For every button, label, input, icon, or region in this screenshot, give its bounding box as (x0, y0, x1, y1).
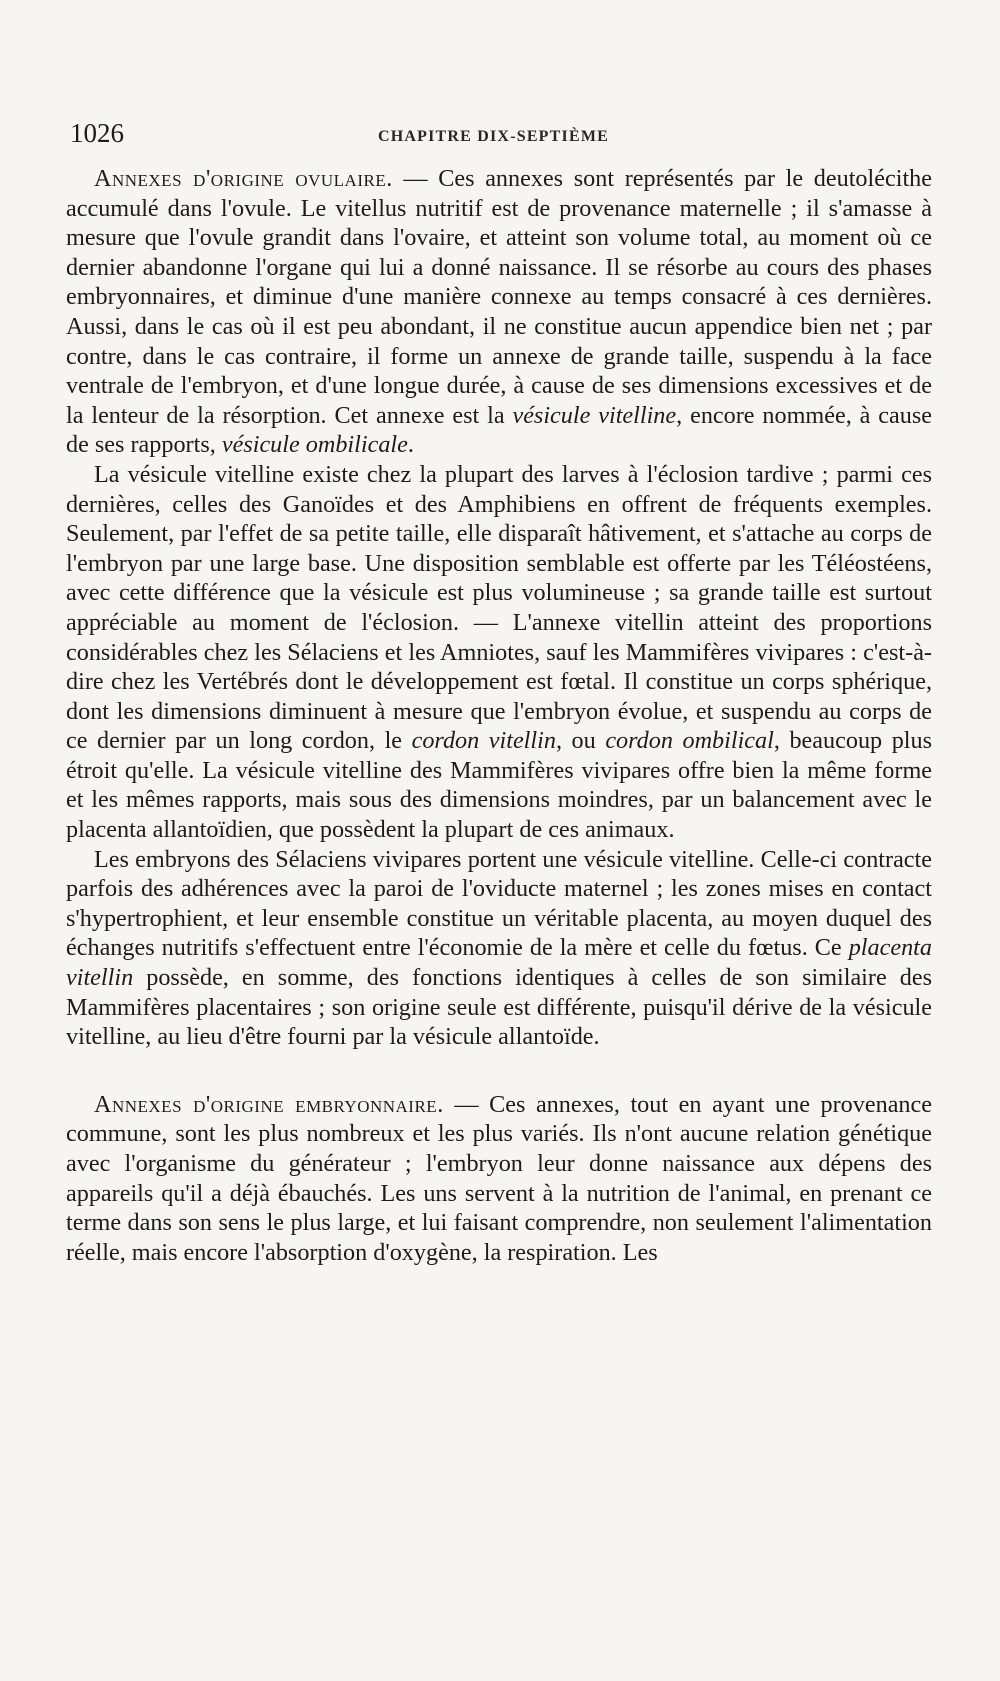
text-run: , beaucoup plus étroit qu'elle. La vésicule vitelline des Mammifères vivipares offre bien la même forme et les mêmes rapports, mais sous des dimensions moindres, par un balancement avec le placenta allantoïdien, que possèdent la plupart de ces animaux. (66, 727, 933, 844)
italic-term: vésicule vitelline (512, 401, 677, 429)
italic-term: placenta vitellin (66, 934, 932, 992)
running-title: CHAPITRE DIX-SEPTIÈME (378, 128, 610, 145)
italic-term: vésicule ombilicale (221, 431, 408, 459)
text-run: Les embryons des Sélaciens vivipares portent une vésicule vitelline. Celle-ci contracte parfois des adhérences avec la paroi de l'oviducte maternel ; les zones mises en contact s'hypertrophient, et leur ensemble constitue un véritable placenta, au moyen duquel des échanges nutritifs s'effectuent entre l'économie de la mère et celle du fœtus. Ce (66, 845, 932, 962)
italic-term: cordon ombilical (605, 727, 774, 755)
section-heading: Annexes d'origine ovulaire. (94, 165, 393, 192)
body-text (66, 164, 932, 1267)
text-run: , encore nommée, à cause de ses rapports, (66, 401, 932, 459)
page-header (70, 118, 930, 158)
paragraph-ovular-annexes (66, 164, 932, 460)
text-run: , ou (555, 727, 606, 755)
paragraph-embryonic-annexes (66, 1090, 932, 1268)
text-run: . (407, 431, 414, 459)
italic-term: cordon vitellin (411, 727, 556, 755)
paragraph-yolk-sac (66, 460, 932, 845)
paragraph-selachian-placenta (66, 845, 932, 1052)
text-run: possède, en somme, des fonctions identiques à celles de son similaire des Mammifères placentaires ; son origine seule est différente, puisqu'il dérive de la vésicule vitelline, au lieu d'être fourni par la vésicule allantoïde. (66, 964, 932, 1051)
text-run: La vésicule vitelline existe chez la plupart des larves à l'éclosion tardive ; parmi ces dernières, celles des Ganoïdes et des Amphibiens en offrent de fréquents exemples. Seulement, par l'effet de sa petite taille, elle disparaît hâtivement, et s'attache au corps de l'embryon par une large base. Une disposition semblable est offerte par les Téléostéens, avec cette différence que la vésicule est plus volumineuse ; sa grande taille est surtout appréciable au moment de l'éclosion. — L'annexe vitellin atteint des proportions considérables chez les Sélaciens et les Amniotes, sauf les Mammifères vivipares : c'est-à-dire chez les Vertébrés dont le développement est fœtal. Il constitue un corps sphérique, dont les dimensions diminuent à mesure que l'embryon évolue, et suspendu au corps de ce dernier par un long cordon, le (66, 460, 932, 755)
text-run: — Ces annexes sont représentés par le deutolécithe accumulé dans l'ovule. Le vitellus nutritif est de provenance maternelle ; il s'amasse à mesure que l'ovule grandit dans l'ovaire, et atteint son volume total, au moment où ce dernier abandonne l'organe qui lui a donné naissance. Il se résorbe au cours des phases embryonnaires, et diminue d'une manière connexe au temps consacré à ces dernières. Aussi, dans le cas où il est peu abondant, il ne constitue aucun appendice bien net ; par contre, dans le cas contraire, il forme un annexe de grande taille, suspendu à la face ventrale de l'embryon, et d'une longue durée, à cause de ses dimensions excessives et de la lenteur de la résorption. Cet annexe est la (66, 165, 932, 429)
section-heading: Annexes d'origine embryonnaire. (94, 1090, 444, 1118)
page-number: 1026 (70, 118, 124, 148)
text-run: — Ces annexes, tout en ayant une provenance commune, sont les plus nombreux et les plus variés. Ils n'ont aucune relation génétique avec l'organisme du générateur ; l'embryon leur donne naissance aux dépens des appareils qu'il a déjà ébauchés. Les uns servent à la nutrition de l'animal, en prenant ce terme dans son sens le plus large, et lui faisant comprendre, non seulement l'alimentation réelle, mais encore l'absorption d'oxygène, la respiration. Les (66, 1090, 932, 1266)
